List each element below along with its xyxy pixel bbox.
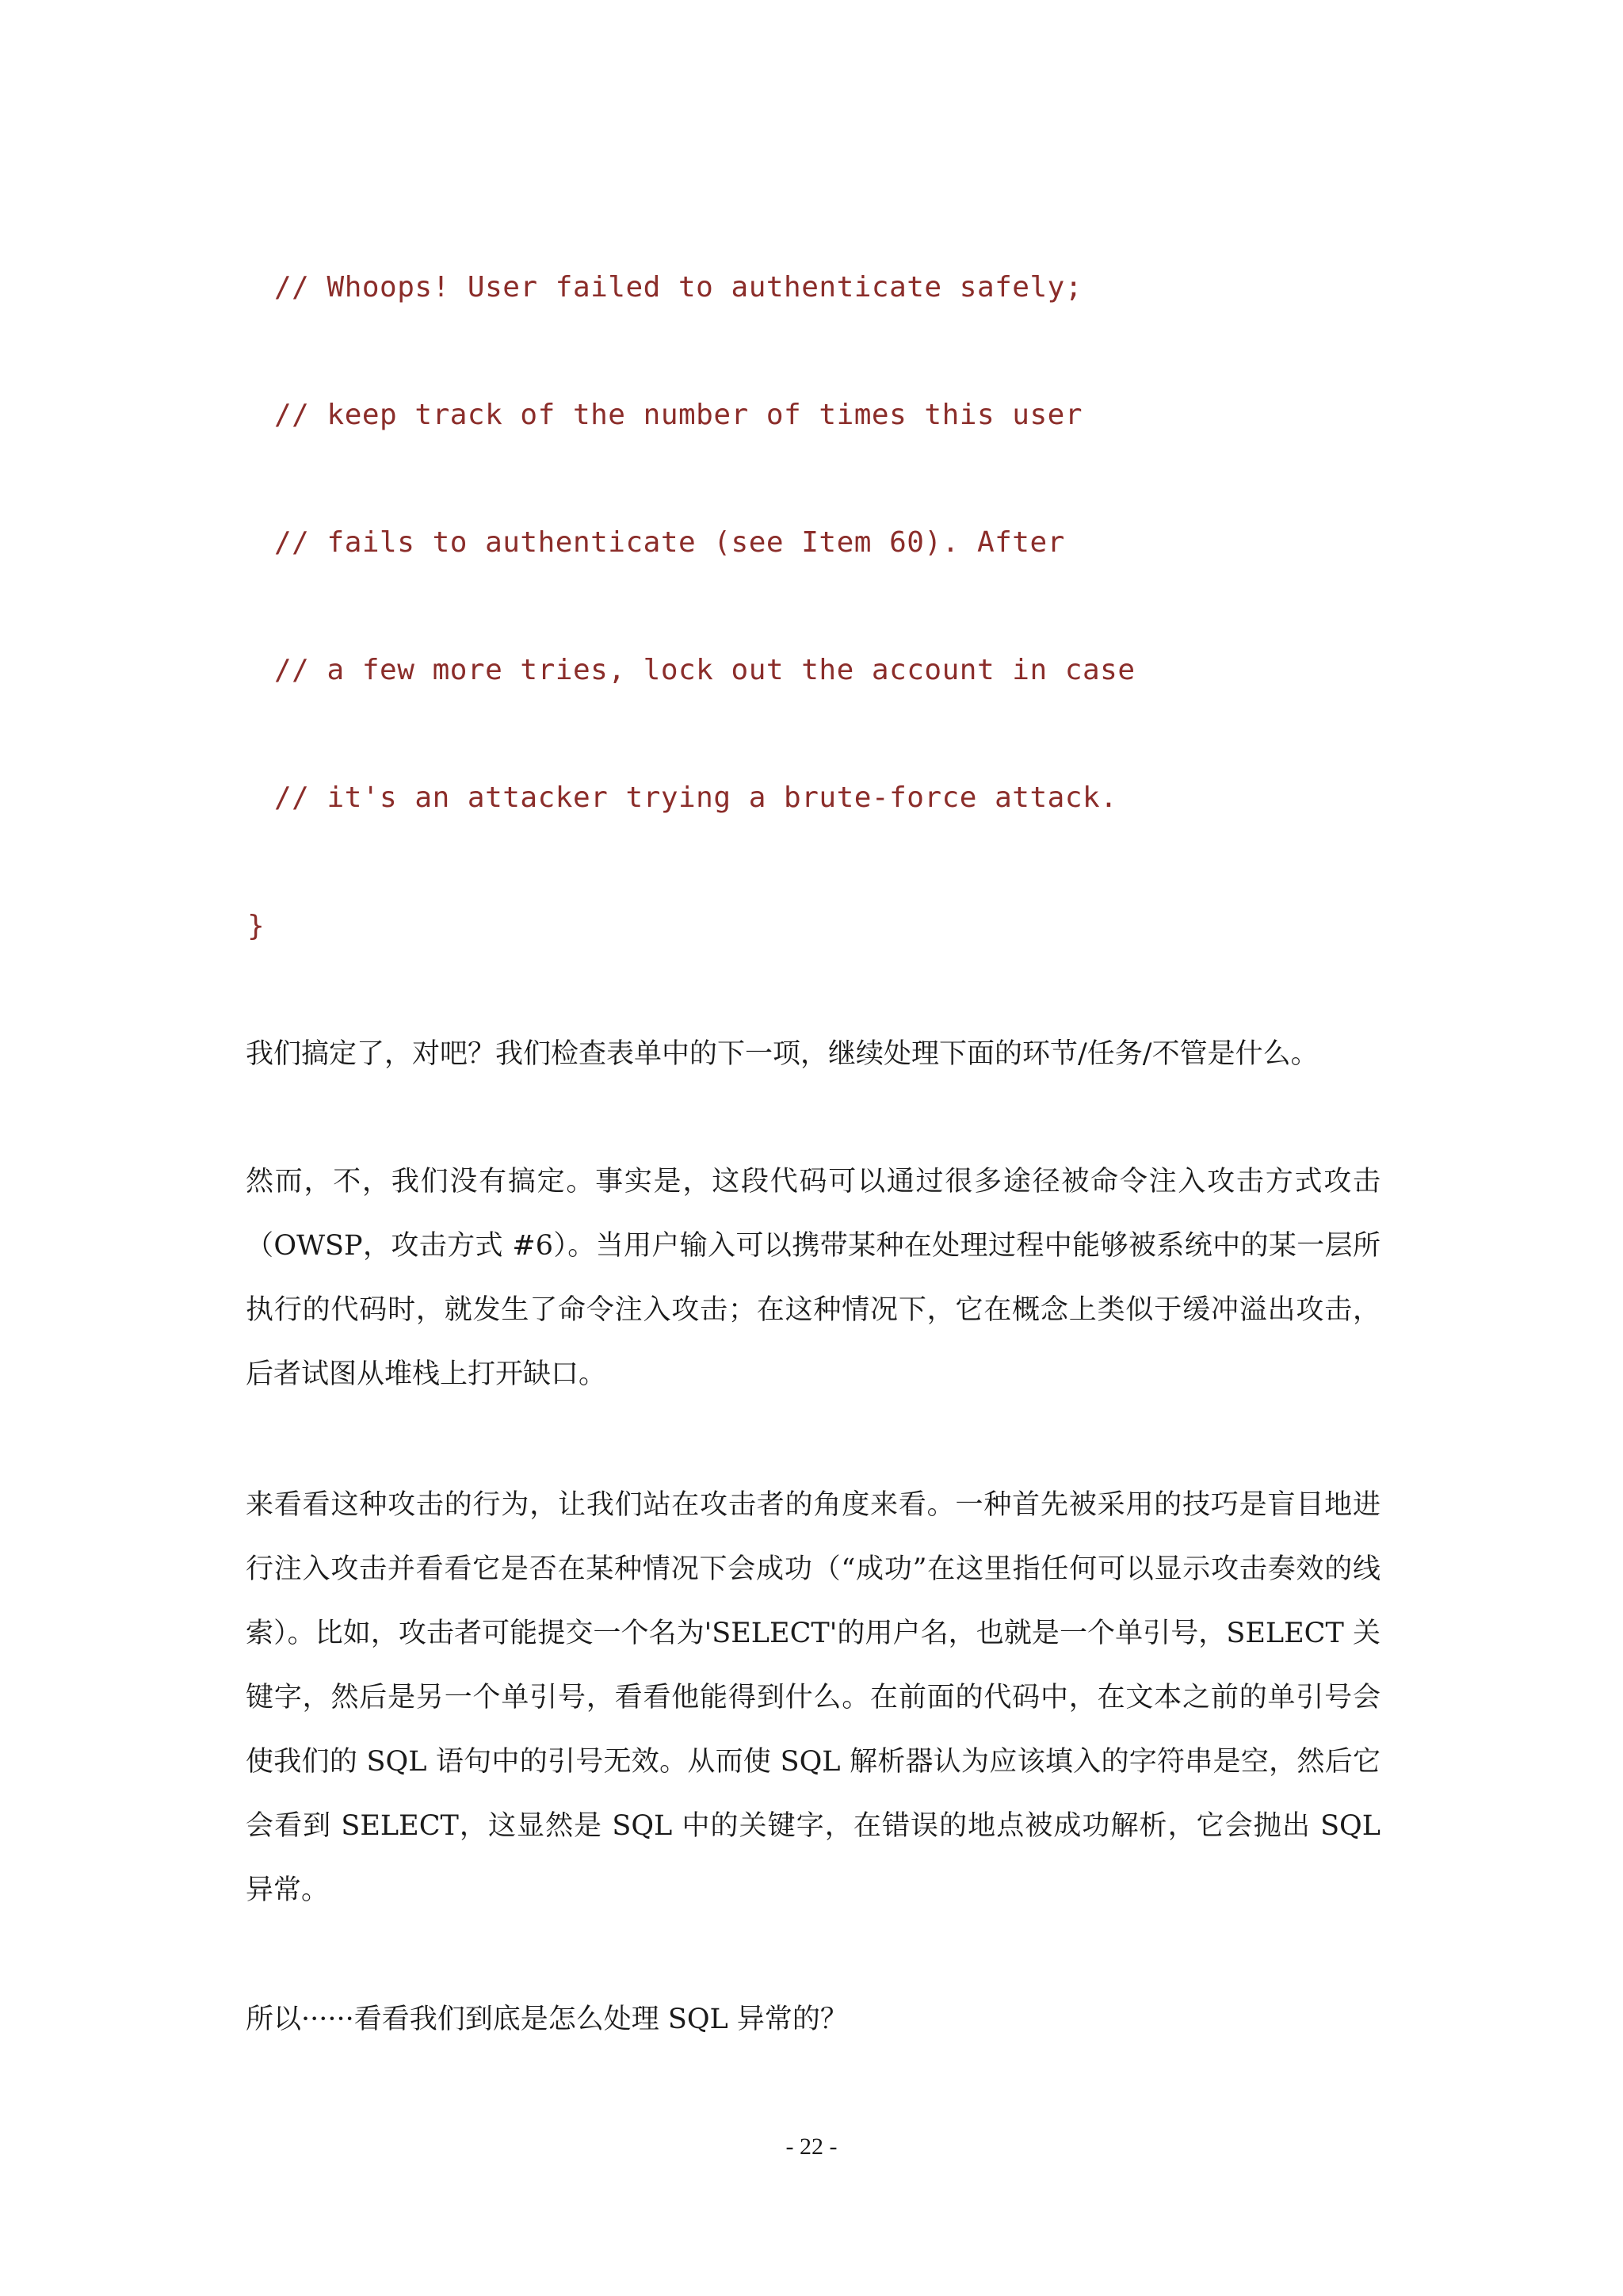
code-comment-line: // fails to authenticate (see Item 60). After xyxy=(274,526,1065,559)
page-number: - 22 - xyxy=(785,2134,838,2160)
code-closing-brace: } xyxy=(247,910,265,942)
code-comment-line: // it's an attacker trying a brute-force attack. xyxy=(274,781,1118,814)
code-comment-line: // a few more tries, lock out the account in case xyxy=(274,654,1136,686)
paragraph-4: 所以······看看我们到底是怎么处理 SQL 异常的？ xyxy=(246,2004,848,2035)
code-comment-line: // keep track of the number of times this user xyxy=(274,399,1083,431)
paragraph-2: 然而，不，我们没有搞定。事实是，这段代码可以通过很多途径被命令注入攻击方式攻击（OWSP，攻击方式 #6）。当用户输入可以携带某种在处理过程中能够被系统中的某一层所执行的代码时，就发生了命令注入攻击；在这种情况下，它在概念上类似于缓冲溢出攻击，后者试图从堆栈上打开缺口。 xyxy=(246,1166,1381,1390)
paragraph-1: 我们搞定了，对吧？我们检查表单中的下一项，继续处理下面的环节/任务/不管是什么。 xyxy=(246,1038,1319,1070)
paragraph-3: 来看看这种攻击的行为，让我们站在攻击者的角度来看。一种首先被采用的技巧是盲目地进行注入攻击并看看它是否在某种情况下会成功（“成功”在这里指任何可以显示攻击奏效的线索）。比如，攻击者可能提交一个名为'SELECT'的用户名，也就是一个单引号，SELECT 关键字，然后是另一个单引号，看看他能得到什么。在前面的代码中，在文本之前的单引号会使我们的 SQL 语句中的引号无效。从而使 SQL 解析器认为应该填入的字符串是空，然后它会看到 SELECT，这显然是 SQL 中的关键字，在错误的地点被成功解析，它会抛出 SQL 异常。 xyxy=(246,1489,1381,1906)
code-comment-line: // Whoops! User failed to authenticate safely; xyxy=(274,271,1083,304)
